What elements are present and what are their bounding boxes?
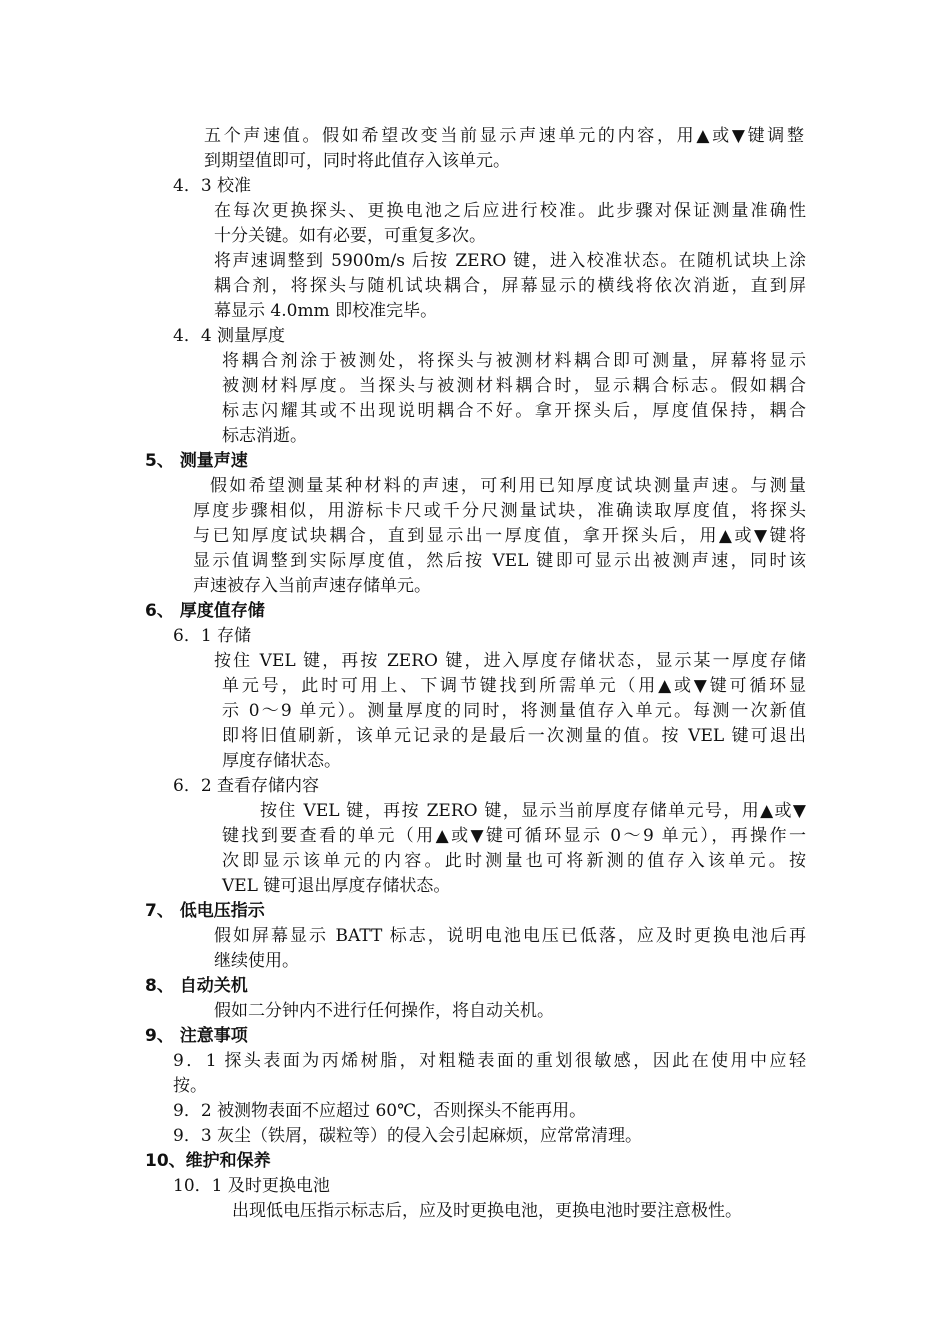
section-10-1-title: 10．1 及时更换电池: [173, 1176, 330, 1196]
text-line: 即将旧值刷新，该单元记录的是最后一次测量的值。按 VEL 键可退出: [222, 726, 806, 746]
section-10-1-paragraph: 出现低电压指示标志后，应及时更换电池，更换电池时要注意极性。: [232, 1201, 742, 1221]
text-line: 单元号，此时可用上、下调节键找到所需单元（用▲或▼键可循环显: [222, 676, 806, 696]
text-line: 按住 VEL 键，再按 ZERO 键，显示当前厚度存储单元号，用▲或▼: [260, 801, 806, 821]
section-8-paragraph: 假如二分钟内不进行任何操作，将自动关机。: [214, 1001, 554, 1021]
text-line: 假如屏幕显示 BATT 标志，说明电池电压已低落，应及时更换电池后再: [214, 926, 806, 946]
section-7-heading: 7、 低电压指示: [145, 901, 265, 921]
section-4-3-paragraph-1: [214, 199, 806, 249]
section-8-heading: 8、 自动关机: [145, 976, 248, 996]
section-9-heading: 9、 注意事项: [145, 1026, 248, 1046]
section-5-heading: 5、 测量声速: [145, 451, 248, 471]
section-10-heading: 10、维护和保养: [145, 1151, 271, 1171]
text-line: 键找到要查看的单元（用▲或▼键可循环显示 0～9 单元），再操作一: [222, 826, 806, 846]
text-line: 声速被存入当前声速存储单元。: [193, 576, 431, 596]
text-line: 按。: [173, 1076, 207, 1096]
text-line: 耦合剂，将探头与随机试块耦合，屏幕显示的横线将依次消逝，直到屏: [214, 276, 806, 296]
text-line: 到期望值即可，同时将此值存入该单元。: [204, 151, 510, 171]
section-9-item-3: 9．3 灰尘（铁屑，碳粒等）的侵入会引起麻烦，应常常清理。: [173, 1126, 643, 1146]
text-line: 五个声速值。假如希望改变当前显示声速单元的内容，用▲或▼键调整: [204, 126, 804, 146]
text-line: 9．1 探头表面为丙烯树脂，对粗糙表面的重划很敏感，因此在使用中应轻: [173, 1051, 806, 1071]
text-line: 将声速调整到 5900m/s 后按 ZERO 键，进入校准状态。在随机试块上涂: [214, 251, 806, 271]
text-line: 显示值调整到实际厚度值，然后按 VEL 键即可显示出被测声速，同时该: [193, 551, 806, 571]
paragraph-velocity-values: [204, 124, 804, 174]
text-line: 厚度步骤相似，用游标卡尺或千分尺测量试块，准确读取厚度值，将探头: [193, 501, 806, 521]
text-line: 与已知厚度试块耦合，直到显示出一厚度值，拿开探头后，用▲或▼键将: [193, 526, 806, 546]
section-9-item-2: 9．2 被测物表面不应超过 60℃，否则探头不能再用。: [173, 1101, 587, 1121]
section-4-3-title: 4．3 校准: [173, 176, 252, 196]
text-line: 按住 VEL 键，再按 ZERO 键，进入厚度存储状态，显示某一厚度存储: [214, 651, 806, 671]
text-line: 假如希望测量某种材料的声速，可利用已知厚度试块测量声速。与测量: [210, 476, 806, 496]
text-line: 示 0～9 单元）。测量厚度的同时，将测量值存入单元。每测一次新值: [222, 701, 806, 721]
section-7-paragraph: [214, 924, 806, 974]
section-5-paragraph: [193, 474, 806, 599]
text-line: 次即显示该单元的内容。此时测量也可将新测的值存入该单元。按: [222, 851, 806, 871]
text-line: 厚度存储状态。: [222, 751, 341, 771]
section-9-item-1: [173, 1049, 806, 1099]
section-6-1-title: 6．1 存储: [173, 626, 252, 646]
text-line: 继续使用。: [214, 951, 299, 971]
section-4-4-paragraph: [222, 349, 806, 449]
text-line: 幕显示 4.0mm 即校准完毕。: [214, 301, 438, 321]
section-6-heading: 6、 厚度值存储: [145, 601, 265, 621]
section-6-2-paragraph: [222, 799, 806, 899]
text-line: 标志消逝。: [222, 426, 307, 446]
text-line: 将耦合剂涂于被测处，将探头与被测材料耦合即可测量，屏幕将显示: [222, 351, 806, 371]
text-line: VEL 键可退出厚度存储状态。: [222, 876, 451, 896]
section-4-4-title: 4．4 测量厚度: [173, 326, 286, 346]
section-6-1-paragraph: [214, 649, 806, 774]
section-4-3-paragraph-2: [214, 249, 806, 324]
section-6-2-title: 6．2 查看存储内容: [173, 776, 320, 796]
text-line: 十分关键。如有必要，可重复多次。: [214, 226, 486, 246]
text-line: 被测材料厚度。当探头与被测材料耦合时，显示耦合标志。假如耦合: [222, 376, 806, 396]
text-line: 在每次更换探头、更换电池之后应进行校准。此步骤对保证测量准确性: [214, 201, 806, 221]
text-line: 标志闪耀其或不出现说明耦合不好。拿开探头后，厚度值保持，耦合: [222, 401, 806, 421]
